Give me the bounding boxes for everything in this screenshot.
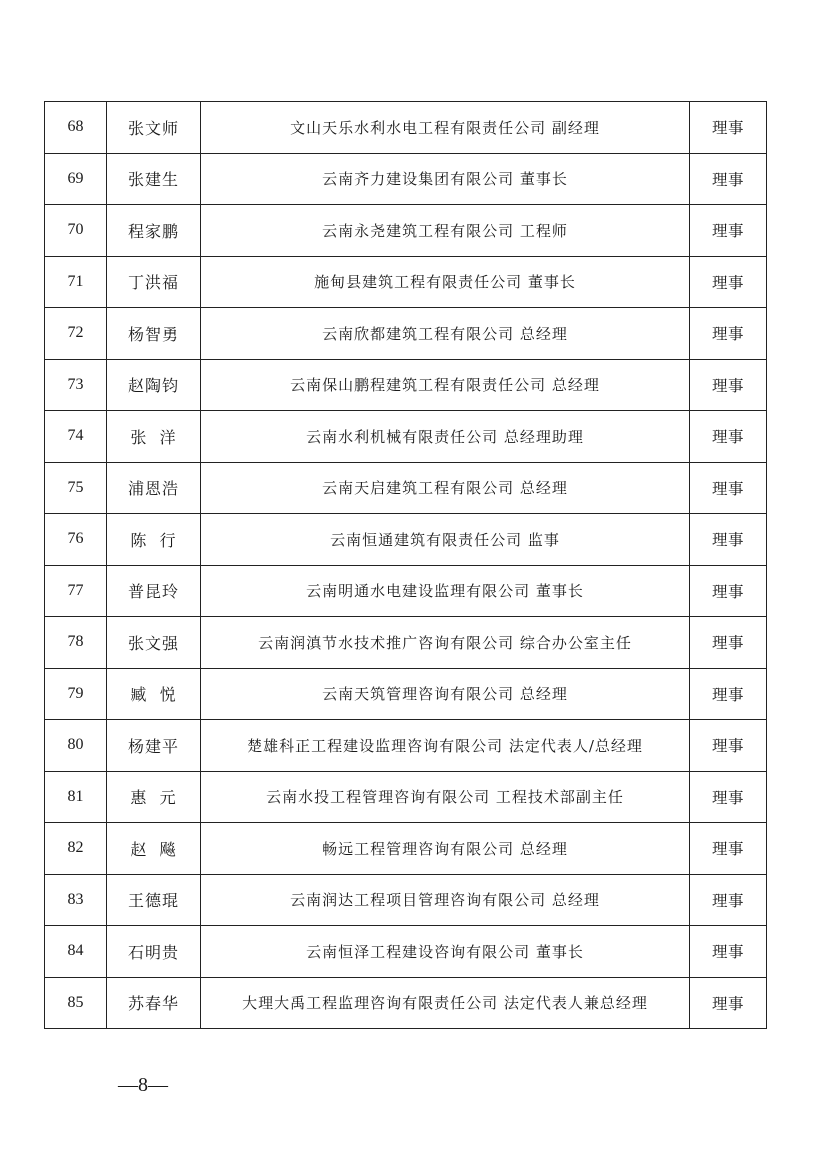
member-role: 理事 xyxy=(690,205,767,257)
table-row xyxy=(45,359,767,411)
member-organization-title: 云南天筑管理咨询有限公司 总经理 xyxy=(201,668,690,720)
member-name: 王德琨 xyxy=(107,874,201,926)
member-role: 理事 xyxy=(690,411,767,463)
table-row xyxy=(45,153,767,205)
row-number: 74 xyxy=(45,411,107,463)
row-number: 69 xyxy=(45,153,107,205)
member-name: 张文师 xyxy=(107,102,201,154)
member-table-body xyxy=(45,102,767,1029)
table-row xyxy=(45,668,767,720)
row-number: 81 xyxy=(45,771,107,823)
member-organization-title: 云南齐力建设集团有限公司 董事长 xyxy=(201,153,690,205)
member-name: 丁洪福 xyxy=(107,256,201,308)
member-organization-title: 云南明通水电建设监理有限公司 董事长 xyxy=(201,565,690,617)
member-role: 理事 xyxy=(690,668,767,720)
member-organization-title: 云南天启建筑工程有限公司 总经理 xyxy=(201,462,690,514)
member-name: 苏春华 xyxy=(107,977,201,1029)
member-role: 理事 xyxy=(690,256,767,308)
member-name: 浦恩浩 xyxy=(107,462,201,514)
member-role: 理事 xyxy=(690,926,767,978)
member-organization-title: 云南欣都建筑工程有限公司 总经理 xyxy=(201,308,690,360)
member-organization-title: 云南恒通建筑有限责任公司 监事 xyxy=(201,514,690,566)
row-number: 85 xyxy=(45,977,107,1029)
row-number: 78 xyxy=(45,617,107,669)
member-organization-title: 楚雄科正工程建设监理咨询有限公司 法定代表人/总经理 xyxy=(201,720,690,772)
member-role: 理事 xyxy=(690,462,767,514)
member-organization-title: 云南水利机械有限责任公司 总经理助理 xyxy=(201,411,690,463)
table-row xyxy=(45,102,767,154)
member-role: 理事 xyxy=(690,771,767,823)
row-number: 70 xyxy=(45,205,107,257)
member-role: 理事 xyxy=(690,565,767,617)
member-role: 理事 xyxy=(690,617,767,669)
table-row xyxy=(45,514,767,566)
member-name: 张 洋 xyxy=(107,411,201,463)
row-number: 76 xyxy=(45,514,107,566)
row-number: 82 xyxy=(45,823,107,875)
table-row xyxy=(45,617,767,669)
member-organization-title: 文山天乐水利水电工程有限责任公司 副经理 xyxy=(201,102,690,154)
member-role: 理事 xyxy=(690,874,767,926)
member-organization-title: 云南永尧建筑工程有限公司 工程师 xyxy=(201,205,690,257)
member-organization-title: 云南保山鹏程建筑工程有限责任公司 总经理 xyxy=(201,359,690,411)
member-role: 理事 xyxy=(690,308,767,360)
member-name: 杨建平 xyxy=(107,720,201,772)
member-organization-title: 云南润滇节水技术推广咨询有限公司 综合办公室主任 xyxy=(201,617,690,669)
table-row xyxy=(45,411,767,463)
table-row xyxy=(45,462,767,514)
row-number: 68 xyxy=(45,102,107,154)
member-role: 理事 xyxy=(690,720,767,772)
row-number: 72 xyxy=(45,308,107,360)
member-organization-title: 云南水投工程管理咨询有限公司 工程技术部副主任 xyxy=(201,771,690,823)
member-role: 理事 xyxy=(690,514,767,566)
member-table xyxy=(44,101,767,1029)
member-role: 理事 xyxy=(690,977,767,1029)
member-role: 理事 xyxy=(690,102,767,154)
member-name: 惠 元 xyxy=(107,771,201,823)
table-row xyxy=(45,720,767,772)
row-number: 79 xyxy=(45,668,107,720)
row-number: 73 xyxy=(45,359,107,411)
member-role: 理事 xyxy=(690,823,767,875)
page-number: —8— xyxy=(118,1074,168,1096)
member-name: 石明贵 xyxy=(107,926,201,978)
member-name: 杨智勇 xyxy=(107,308,201,360)
member-role: 理事 xyxy=(690,153,767,205)
table-row xyxy=(45,874,767,926)
member-name: 臧 悦 xyxy=(107,668,201,720)
table-row xyxy=(45,308,767,360)
table-row xyxy=(45,256,767,308)
member-name: 赵 飚 xyxy=(107,823,201,875)
member-name: 张建生 xyxy=(107,153,201,205)
table-row xyxy=(45,565,767,617)
table-row xyxy=(45,823,767,875)
member-role: 理事 xyxy=(690,359,767,411)
row-number: 71 xyxy=(45,256,107,308)
member-name: 张文强 xyxy=(107,617,201,669)
table-row xyxy=(45,771,767,823)
table-row xyxy=(45,977,767,1029)
row-number: 83 xyxy=(45,874,107,926)
member-name: 赵陶钧 xyxy=(107,359,201,411)
member-organization-title: 大理大禹工程监理咨询有限责任公司 法定代表人兼总经理 xyxy=(201,977,690,1029)
row-number: 75 xyxy=(45,462,107,514)
member-organization-title: 施甸县建筑工程有限责任公司 董事长 xyxy=(201,256,690,308)
table-row xyxy=(45,926,767,978)
member-organization-title: 云南润达工程项目管理咨询有限公司 总经理 xyxy=(201,874,690,926)
row-number: 84 xyxy=(45,926,107,978)
member-name: 程家鹏 xyxy=(107,205,201,257)
row-number: 77 xyxy=(45,565,107,617)
member-name: 陈 行 xyxy=(107,514,201,566)
member-name: 普昆玲 xyxy=(107,565,201,617)
table-row xyxy=(45,205,767,257)
member-organization-title: 畅远工程管理咨询有限公司 总经理 xyxy=(201,823,690,875)
member-organization-title: 云南恒泽工程建设咨询有限公司 董事长 xyxy=(201,926,690,978)
row-number: 80 xyxy=(45,720,107,772)
